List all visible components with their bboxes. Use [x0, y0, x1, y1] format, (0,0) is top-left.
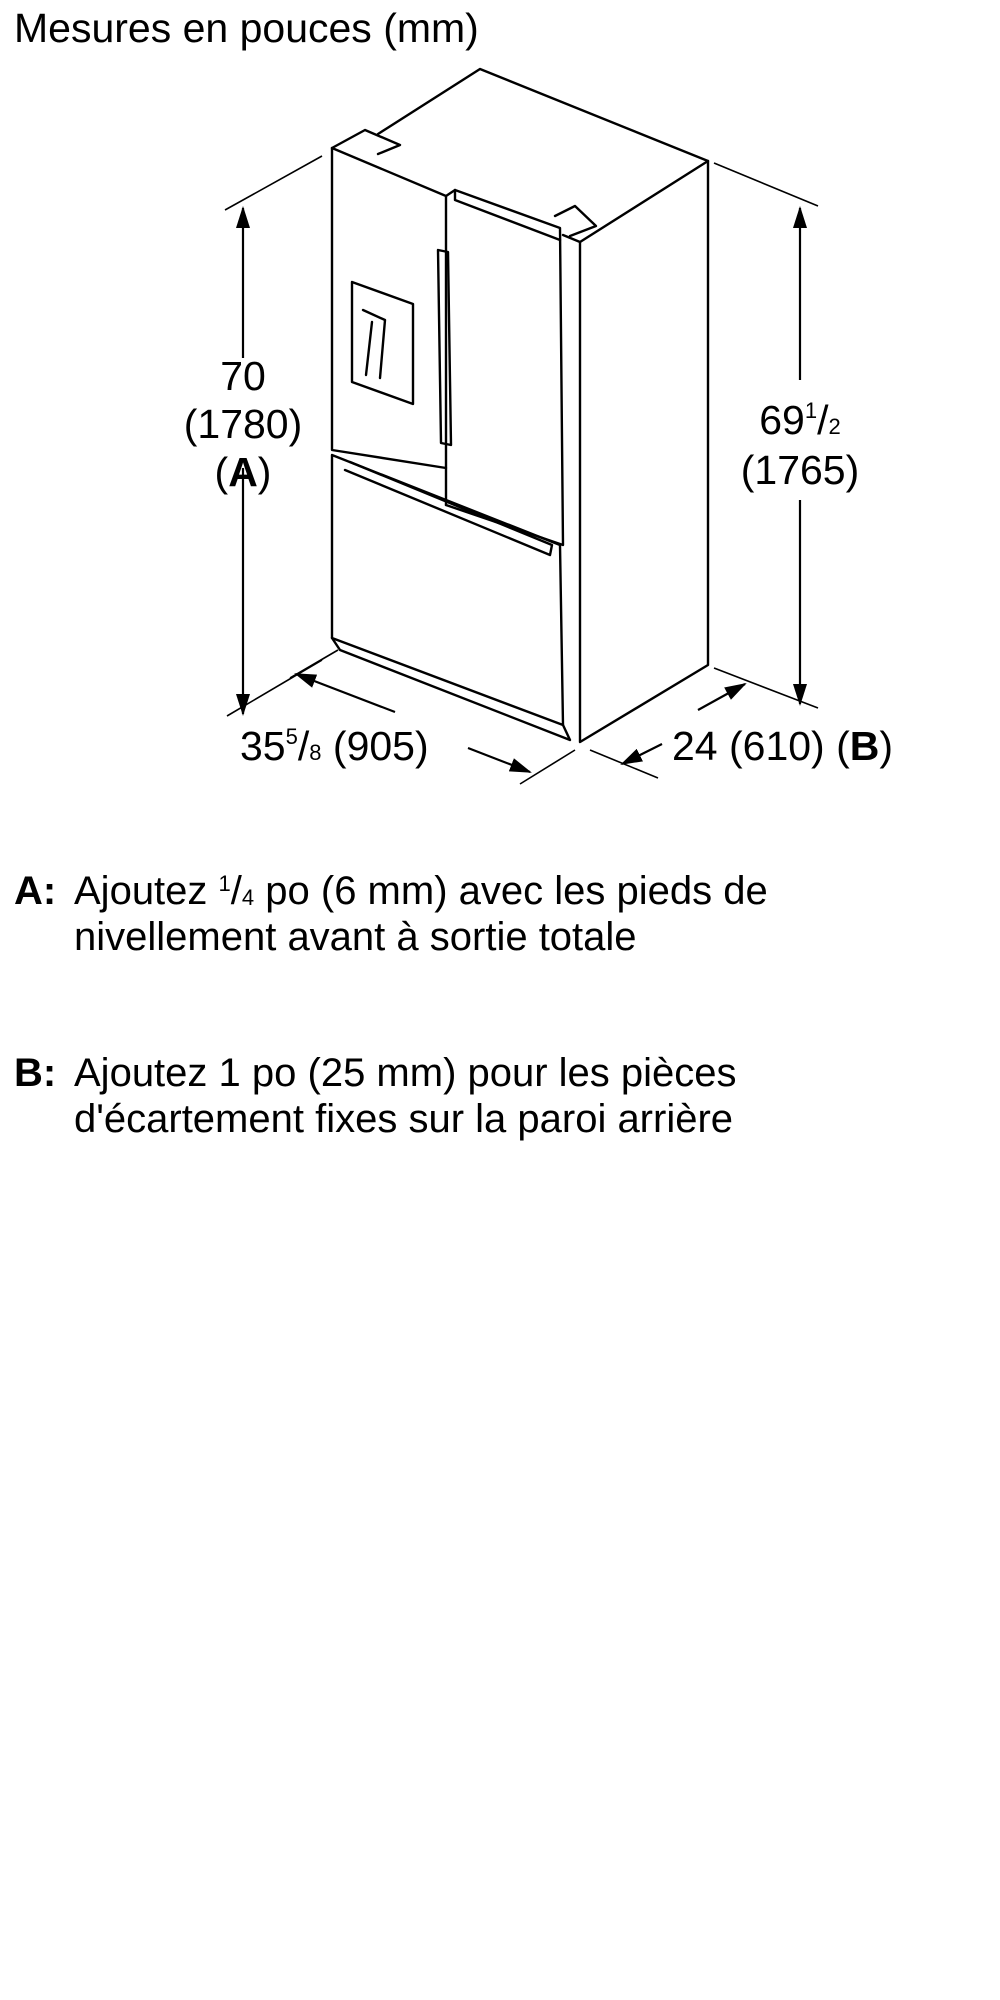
width-label: $35^5/8$ (905) — [240, 723, 429, 769]
note-a-line-1: Ajoutez $^1/_4$ po (6 mm) avec les pieds de — [74, 869, 768, 913]
height-back-inches: $69^1/2$ — [759, 397, 841, 443]
note-b — [14, 1050, 974, 1150]
refrigerator-outline — [332, 69, 708, 742]
depth-arrow-bottom — [622, 744, 662, 764]
width-arrow-left — [296, 674, 395, 712]
note-b-line-1: Ajoutez 1 po (25 mm) pour les pièces — [74, 1051, 737, 1095]
height-a-tag-label: (A) — [214, 449, 272, 495]
depth-arrow-top — [698, 684, 745, 710]
note-b-letter: B: — [14, 1051, 57, 1095]
note-a-text — [74, 868, 974, 960]
depth-tag: B — [849, 723, 880, 769]
height-a-inches: 70 — [220, 353, 266, 399]
page-title: Mesures en pouces (mm) — [14, 5, 479, 51]
depth-label: 24 (610) (B) — [672, 723, 894, 769]
refrigerator-dimension-diagram — [0, 0, 1000, 800]
note-b-text — [74, 1050, 974, 1142]
height-back-mm: (1765) — [740, 447, 860, 493]
note-b-line-2: d'écartement fixes sur la paroi arrière — [74, 1097, 734, 1141]
note-a — [14, 868, 974, 968]
height-a-tag: A — [228, 449, 258, 495]
height-a-mm: (1780) — [183, 401, 303, 447]
note-a-line-2: nivellement avant à sortie totale — [74, 915, 637, 959]
dimension-arrows — [243, 208, 800, 772]
note-a-letter: A: — [14, 869, 57, 913]
extension-lines — [225, 156, 818, 784]
width-arrow-right — [468, 748, 530, 772]
